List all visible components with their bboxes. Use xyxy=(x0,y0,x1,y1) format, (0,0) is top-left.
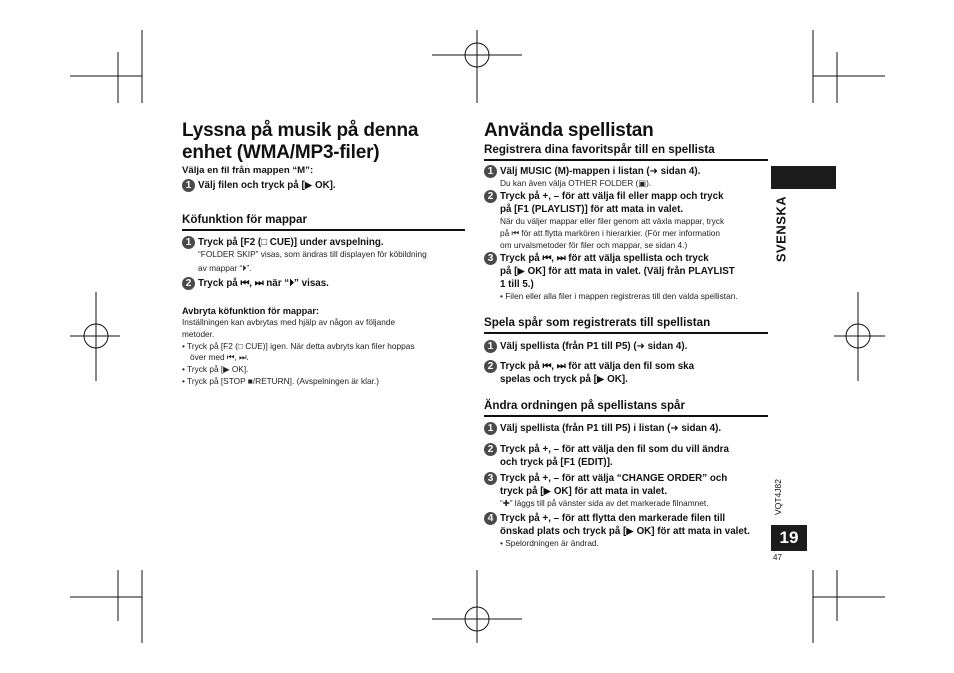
order-step-4: 4 Tryck på +, – för att flytta den markerade filen till önskad plats och tryck på [▶ OK] för att mata in valet. • Spelordningen är ändrad. xyxy=(484,512,770,550)
step-number: 3 xyxy=(484,472,497,485)
section-heading-play-playlist: Spela spår som registrerats till spellistan xyxy=(484,316,768,334)
register-step-3: 3 Tryck på ⏮, ⏭ för att välja spellista och tryck på [▶ OK] för att mata in valet. (Välj från PLAYLIST 1 till 5.) • Filen eller alla filer i mappen registreras till den valda spellistan. xyxy=(484,252,770,303)
intro-heading: Välja en fil från mappen “M”: xyxy=(182,165,314,176)
sheet-number: 47 xyxy=(773,553,782,562)
step-number: 1 xyxy=(182,236,195,249)
model-code: VQT4J82 xyxy=(773,479,783,515)
intro-step: 1 Välj filen och tryck på [▶ OK]. xyxy=(182,179,464,192)
play-step-1: 1 Välj spellista (från P1 till P5) (➜ sidan 4). xyxy=(484,340,770,353)
step-number: 1 xyxy=(182,179,195,192)
step-number: 2 xyxy=(484,190,497,203)
register-step-2: 2 Tryck på +, – för att välja fil eller mapp och tryck på [F1 (PLAYLIST)] för att mata in valet. När du väljer mappar eller filer genom att växla mappar, tryck på ⏮ för att flytta markören i hierarkier. (För mer information om urvalsmetoder för filer och mappar, se sidan 4.) xyxy=(484,190,770,251)
step-number: 2 xyxy=(182,277,195,290)
language-tab-bar xyxy=(771,166,836,189)
folder-queue-step-1: 1 Tryck på [F2 (□ CUE)] under avspelning. “FOLDER SKIP” visas, som ändras till displayen för köbildning av mappar “⏵”. xyxy=(182,236,466,275)
step-number: 3 xyxy=(484,252,497,265)
play-step-2: 2 Tryck på ⏮, ⏭ för att välja den fil som ska spelas och tryck på [▶ OK]. xyxy=(484,360,770,386)
section-heading-change-order: Ändra ordningen på spellistans spår xyxy=(484,399,768,417)
step-number: 1 xyxy=(484,340,497,353)
language-label: SVENSKA xyxy=(773,195,789,263)
order-step-3: 3 Tryck på +, – för att välja “CHANGE ORDER” och tryck på [▶ OK] för att mata in valet. “✚” läggs till på vänster sida av det markerade filnamnet. xyxy=(484,472,770,510)
folder-queue-step-2: 2 Tryck på ⏮, ⏭ när “⏵” visas. xyxy=(182,277,466,290)
section-heading-register: Registrera dina favoritspår till en spellista xyxy=(484,143,768,161)
step-number: 4 xyxy=(484,512,497,525)
order-step-2: 2 Tryck på +, – för att välja den fil som du vill ändra och tryck på [F1 (EDIT)]. xyxy=(484,443,770,469)
step-number: 2 xyxy=(484,443,497,456)
register-step-1: 1 Välj MUSIC (M)-mappen i listan (➜ sidan 4). Du kan även välja OTHER FOLDER (▣). xyxy=(484,165,770,190)
step-number: 1 xyxy=(484,422,497,435)
order-step-1: 1 Välj spellista (från P1 till P5) i listan (➜ sidan 4). xyxy=(484,422,770,435)
step-number: 2 xyxy=(484,360,497,373)
section-heading-folder-queue: Köfunktion för mappar xyxy=(182,213,465,231)
page-number: 19 xyxy=(771,525,807,551)
cancel-folder-queue-note: Avbryta köfunktion för mappar: Inställningen kan avbrytas med hjälp av någon av följande metoder. • Tryck på [F2 (□ CUE)] igen. När detta avbryts kan filer hoppas över med ⏮, ⏭. • Tryck på [▶ OK]. • Tryck på [STOP ■/RETURN]. (Avspelningen är klar.) xyxy=(182,306,415,386)
page-title-right: Använda spellistan xyxy=(484,120,654,141)
page-title-left: Lyssna på musik på denna enhet (WMA/MP3-filer) xyxy=(182,120,419,163)
step-number: 1 xyxy=(484,165,497,178)
